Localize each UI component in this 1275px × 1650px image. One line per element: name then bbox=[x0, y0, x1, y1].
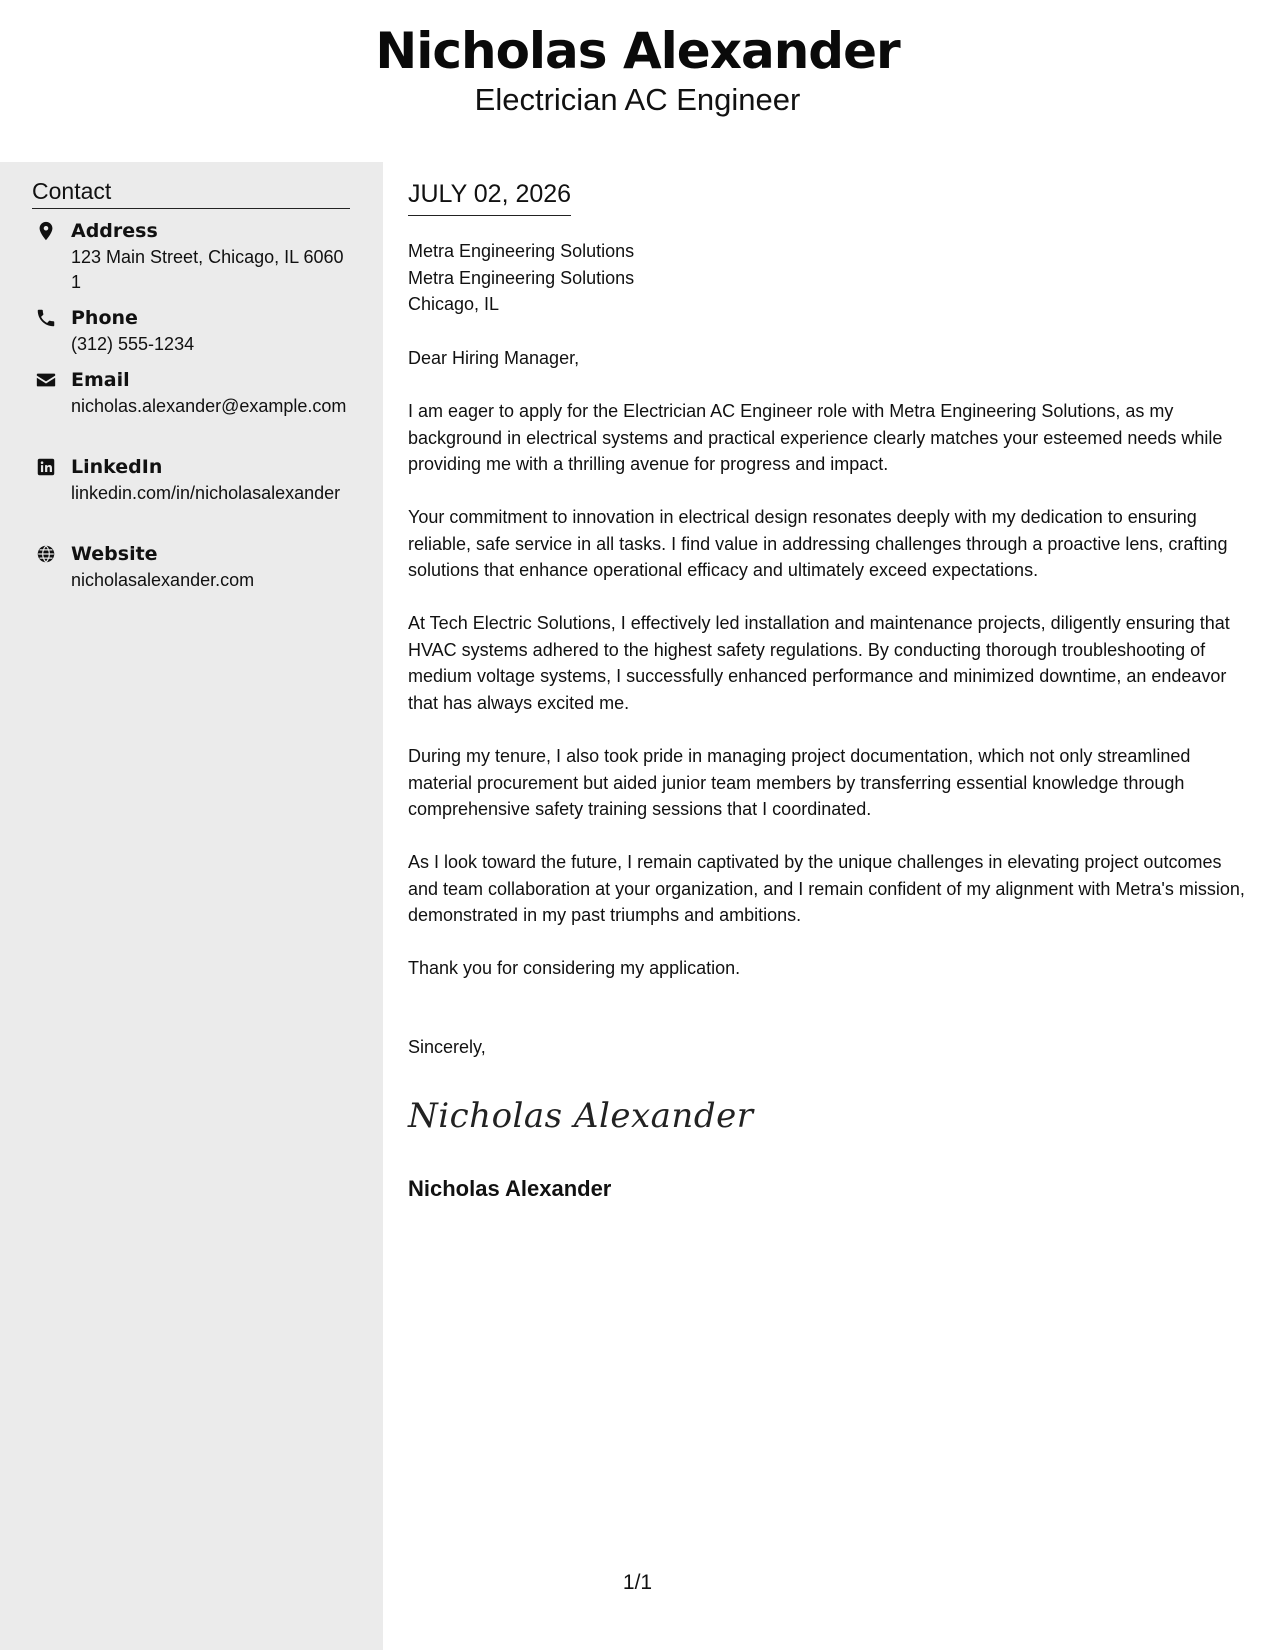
globe-icon bbox=[35, 543, 57, 565]
map-pin-icon bbox=[35, 220, 57, 242]
recipient-block bbox=[408, 238, 634, 318]
website-value[interactable]: nicholasalexander.com bbox=[71, 570, 255, 590]
email-value[interactable]: nicholas.alexander@example.com bbox=[71, 396, 347, 416]
email-label: Email bbox=[71, 369, 130, 391]
page-number: 1/1 bbox=[622, 1571, 653, 1594]
linkedin-label: LinkedIn bbox=[71, 456, 163, 478]
website-label: Website bbox=[71, 543, 158, 565]
letter-date: JULY 02, 2026 bbox=[408, 180, 571, 216]
greeting: Dear Hiring Manager, bbox=[408, 348, 580, 368]
address-value: 123 Main Street, Chicago, IL 60601 bbox=[71, 247, 344, 292]
contact-heading: Contact bbox=[32, 178, 350, 209]
signed-name: Nicholas Alexander bbox=[408, 1176, 612, 1201]
body-paragraph: Your commitment to innovation in electrical design resonates deeply with my dedication to ensuring reliable, safe service in all tasks. I find value in addressing challenges through a proactive lens, crafting solutions that enhance operational efficacy and ultimately exceed expectations. bbox=[408, 507, 1228, 580]
recipient-line: Metra Engineering Solutions bbox=[408, 241, 635, 261]
phone-label: Phone bbox=[71, 307, 138, 329]
body-paragraph: At Tech Electric Solutions, I effectively led installation and maintenance projects, diligently ensuring that HVAC systems adhered to the highest safety regulations. By conducting thorough troubleshooting of medium voltage systems, I successfully enhanced performance and minimized downtime, an endeavor that has always excited me. bbox=[408, 613, 1230, 713]
phone-value: (312) 555-1234 bbox=[71, 334, 195, 354]
linkedin-value[interactable]: linkedin.com/in/nicholasalexander bbox=[71, 483, 341, 503]
applicant-name: Nicholas Alexander bbox=[375, 22, 900, 80]
applicant-title: Electrician AC Engineer bbox=[474, 82, 801, 117]
recipient-line: Metra Engineering Solutions bbox=[408, 267, 635, 288]
recipient-line: Chicago, IL bbox=[408, 294, 500, 314]
handwritten-signature: Nicholas Alexander bbox=[408, 1096, 754, 1136]
contact-sidebar bbox=[0, 162, 383, 1650]
closing-line: Sincerely, bbox=[408, 1037, 486, 1057]
linkedin-icon bbox=[35, 456, 57, 478]
phone-icon bbox=[35, 307, 57, 329]
envelope-icon bbox=[35, 369, 57, 391]
body-paragraph: As I look toward the future, I remain captivated by the unique challenges in elevating project outcomes and team collaboration at your organization, and I remain confident of my alignment with Metra's mission, demonstrated in my past triumphs and ambitions. bbox=[408, 852, 1245, 925]
body-paragraph: During my tenure, I also took pride in managing project documentation, which not only streamlined material procurement but aided junior team members by transferring essential knowledge through comprehensive safety training sessions that I coordinated. bbox=[408, 746, 1191, 819]
address-label: Address bbox=[71, 220, 158, 242]
thanks-line: Thank you for considering my application. bbox=[408, 958, 741, 978]
letter-header bbox=[0, 0, 1275, 162]
body-paragraph: I am eager to apply for the Electrician AC Engineer role with Metra Engineering Solutions, as my background in electrical systems and practical experience clearly matches your esteemed needs while providing me with a thrilling avenue for progress and impact. bbox=[408, 401, 1223, 474]
